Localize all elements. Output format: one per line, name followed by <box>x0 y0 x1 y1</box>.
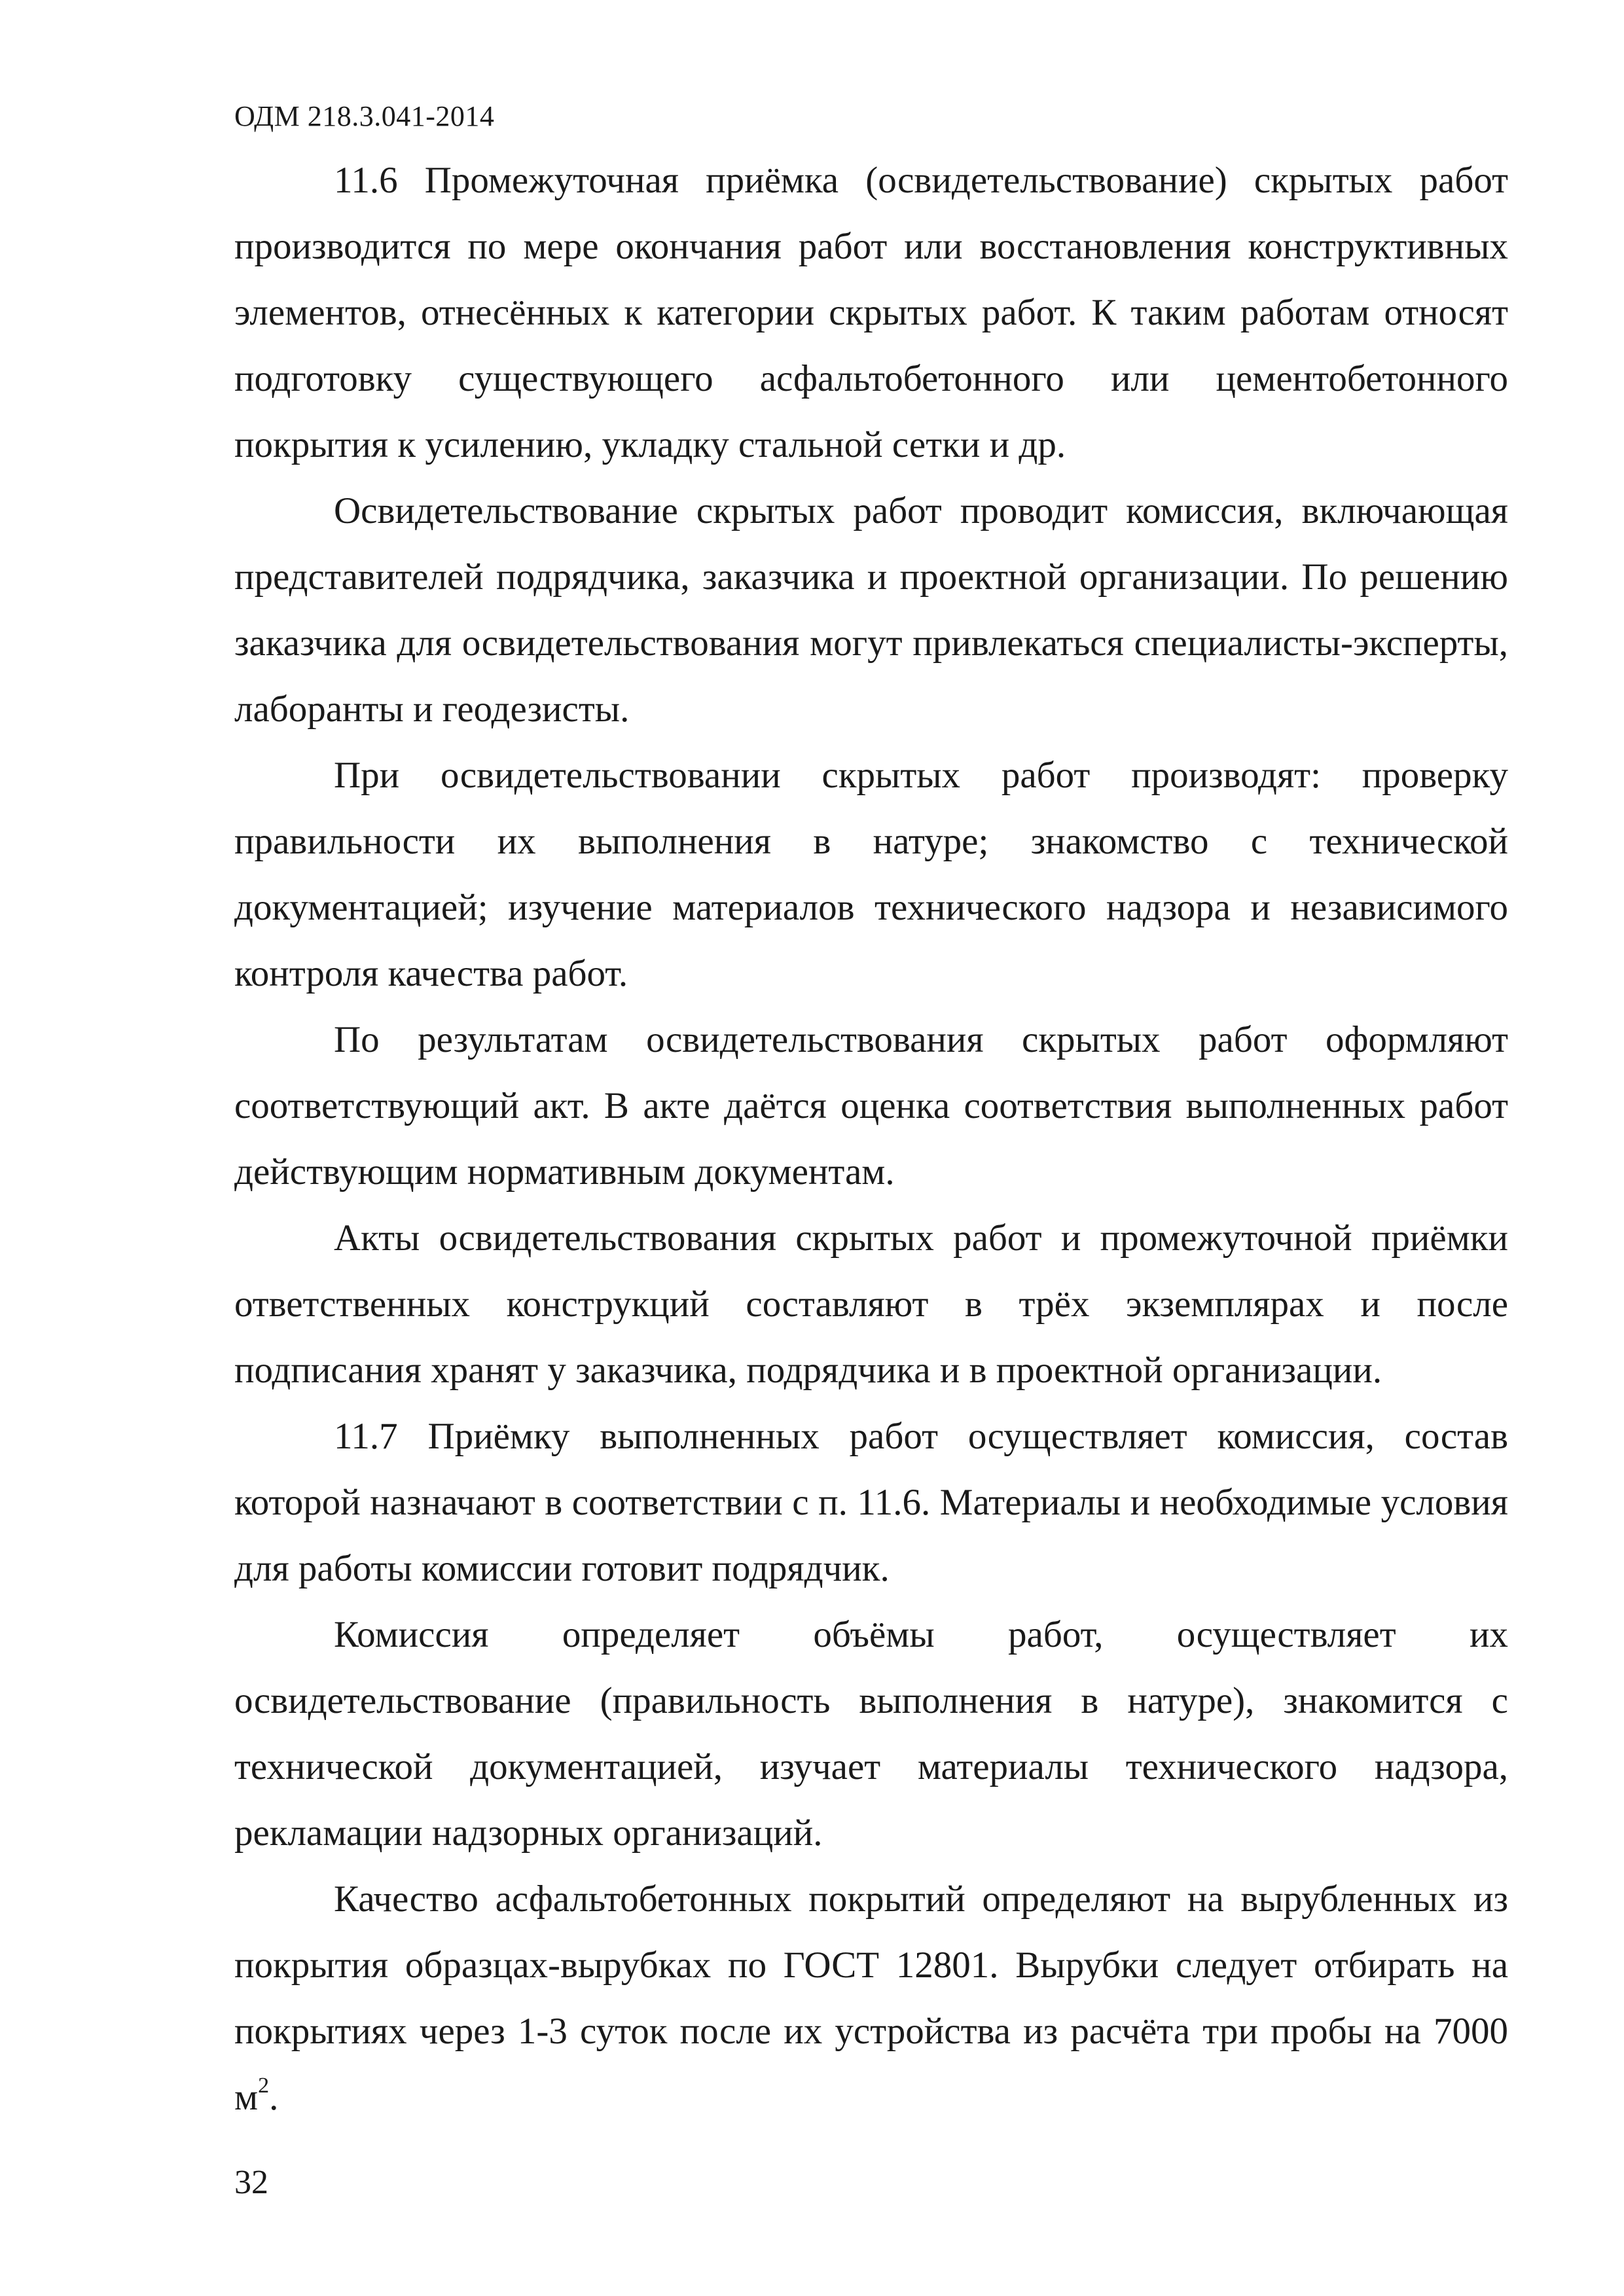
asphalt-quality-tail: . <box>269 2077 279 2118</box>
paragraph-acts-copies: Акты освидетельствования скрытых работ и промежуточной приёмки ответственных конструкций составляют в трёх экземплярах и после подписания хранят у заказчика, подрядчика и в проектной организации. <box>234 1217 1508 1391</box>
paragraph-inspection-actions: При освидетельствовании скрытых работ производят: проверку правильности их выполнения в натуре; знакомство с технической документацией; изучение материалов технического надзора и независимого контроля качества работ. <box>234 755 1508 994</box>
document-body <box>234 147 1508 2130</box>
paragraph-inspection-act: По результатам освидетельствования скрытых работ оформляют соответствующий акт. В акте даётся оценка соответствия выполненных работ действующим нормативным документам. <box>234 1019 1508 1193</box>
superscript-exponent: 2 <box>258 2073 270 2098</box>
paragraph-11-7: 11.7 Приёмку выполненных работ осуществляет комиссия, состав которой назначают в соответствии с п. 11.6. Материалы и необходимые условия для работы комиссии готовит подрядчик. <box>234 1416 1508 1589</box>
paragraph-commission-duties: Комиссия определяет объёмы работ, осуществляет их освидетельствование (правильность выполнения в натуре), знакомится с технической документацией, изучает материалы технического надзора, рекламации надзорных организаций. <box>234 1614 1508 1854</box>
paragraph-asphalt-quality <box>234 1866 1508 2130</box>
page-number: 32 <box>234 2164 268 2201</box>
paragraph-commission: Освидетельствование скрытых работ проводит комиссия, включающая представителей подрядчика, заказчика и проектной организации. По решению заказчика для освидетельствования могут привлекаться специалисты-эксперты, лаборанты и геодезисты. <box>234 490 1508 730</box>
paragraph-11-6: 11.6 Промежуточная приёмка (освидетельствование) скрытых работ производится по мере окончания работ или восстановления конструктивных элементов, отнесённых к категории скрытых работ. К таким работам относят подготовку существующего асфальтобетонного или цементобетонного покрытия к усилению, укладку стальной сетки и др. <box>234 160 1508 465</box>
asphalt-quality-text: Качество асфальтобетонных покрытий определяют на вырубленных из покрытия образцах-вырубках по ГОСТ 12801. Вырубки следует отбирать на покрытиях через 1-3 суток после их устройства из расчёта три пробы на 7000 м <box>234 1878 1508 2118</box>
document-code-header: ОДМ 218.3.041-2014 <box>234 100 495 132</box>
